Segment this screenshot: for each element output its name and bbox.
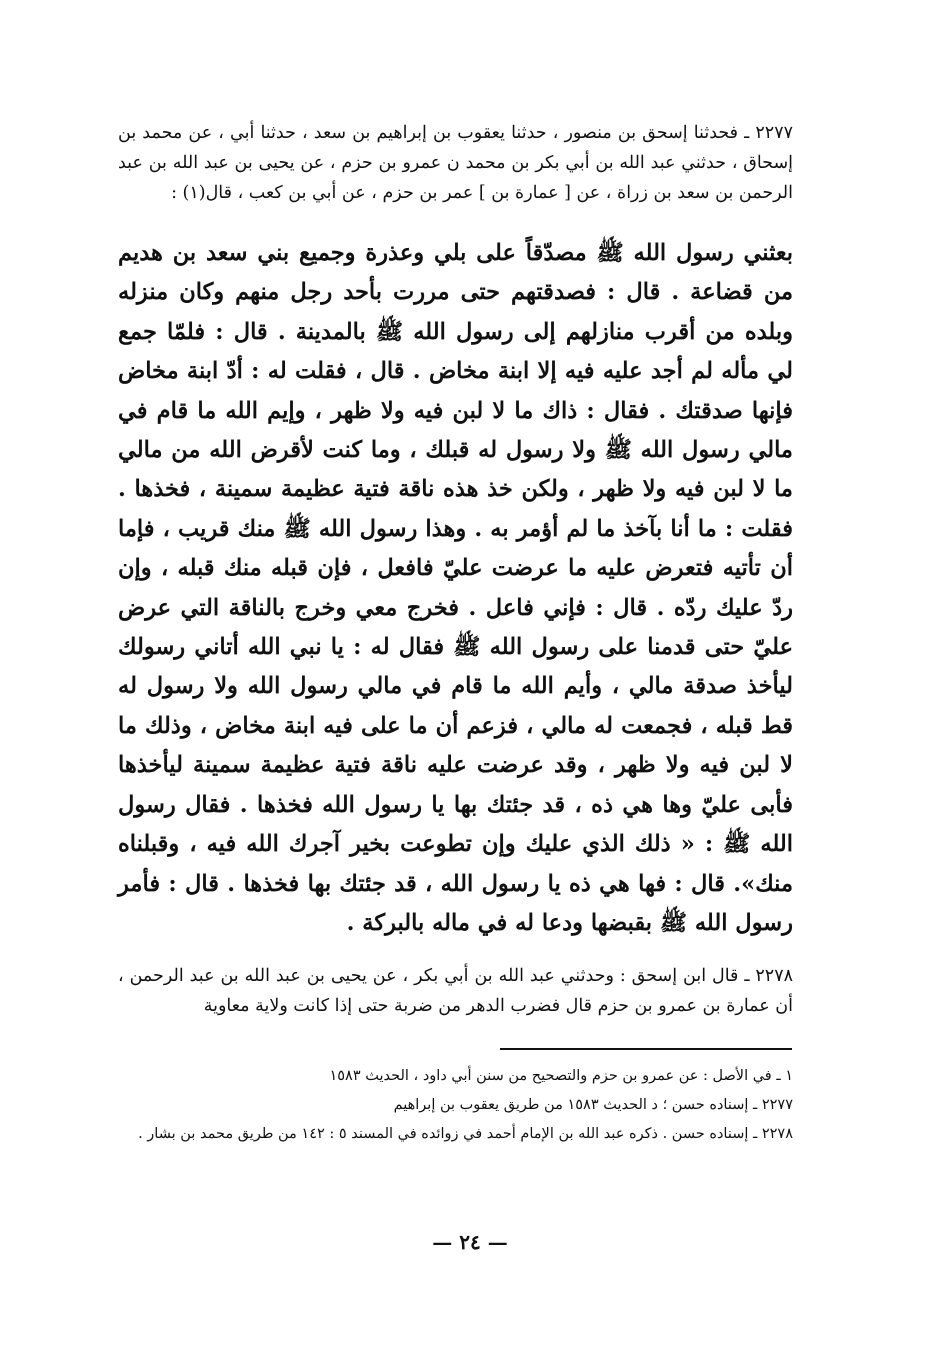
hadith-2277-text: بعثني رسول الله ﷺ مصدّقاً على بلي وعذرة وجميع بني سعد بن هديم من قضاعة . قال : فصدقتهم حتى مررت بأحد رجل منهم وكان منزله وبلده من أقرب منازلهم إلى رسول الله ﷺ بالمدينة . قال : فلمّا جمع لي مأله لم أجد عليه فيه إلا ابنة مخاض . قال ، فقلت له : أدّ ابنة مخاض فإنها صدقتك . فقال : ذاك ما لا لبن فيه ولا ظهر ، وإيم الله ما قام في مالي رسول الله ﷺ ولا رسول له قبلك ، وما كنت لأقرض الله من مالي ما لا لبن فيه ولا ظهر ، ولكن خذ هذه ناقة فتية عظيمة سمينة ، فخذها . فقلت : ما أنا بآخذ ما لم أؤمر به . وهذا رسول الله ﷺ منك قريب ، فإما أن تأتيه فتعرض عليه ما عرضت عليّ فافعل ، فإن قبله منك قبله ، وإن ردّ عليك ردّه . قال : فإني فاعل . فخرج معي وخرج بالناقة التي عرض عليّ حتى قدمنا على رسول الله ﷺ فقال له : يا نبي الله أتاني رسولك ليأخذ صدقة مالي ، وأيم الله ما قام في مالي رسول الله ولا رسول له قط قبله ، فجمعت له مالي ، فزعم أن ما على فيه ابنة مخاض ، وذلك ما لا لبن فيه ولا ظهر ، وقد عرضت عليه ناقة فتية عظيمة سمينة ليأخذها فأبى عليّ وها هي ذه ، قد جئتك بها يا رسول الله فخذها . فقال رسول الله ﷺ : « ذلك الذي عليك وإن تطوعت بخير آجرك الله فيه ، وقبلناه منك». قال : فها هي ذه يا رسول الله ، قد جئتك بها فخذها . قال : فأمر رسول الله ﷺ بقبضها ودعا له في ماله بالبركة .	[118, 240, 793, 936]
hadith-2278-isnad: ٢٢٧٨ ـ قال ابن إسحق : وحدثني عبد الله بن أبي بكر ، عن يحيى بن عبد الله بن عبد الرحمن ، أن عمارة بن عمرو بن حزم قال فضرب الدهر من ضربة حتى إذا كانت ولاية معاوية	[118, 966, 793, 1017]
footnotes	[118, 1062, 793, 1149]
page-content	[118, 118, 793, 1021]
footnote-divider	[500, 1048, 792, 1050]
footnote-2277: ٢٢٧٧ ـ إسناده حسن ؛ د الحديث ١٥٨٣ من طريق يعقوب بن إبراهيم	[393, 1097, 793, 1113]
footnote-1: ١ ـ في الأصل : عن عمرو بن حزم والتصحيح من سنن أبي داود ، الحديث ١٥٨٣	[329, 1068, 793, 1084]
page-number: — ٢٤ —	[432, 1230, 508, 1254]
hadith-2277-isnad: ٢٢٧٧ ـ فحدثنا إسحق بن منصور ، حدثنا يعقوب بن إبراهيم بن سعد ، حدثنا أبي ، عن محمد بن إسحاق ، حدثني عبد الله بن أبي بكر بن محمد ن عمرو بن حزم ، عن يحيى بن عبد الله بن عبد الرحمن بن سعد بن زراة ، عن [ عمارة بن ] عمر بن حزم ، عن أبي بن كعب ، قال(١) :	[118, 123, 793, 203]
footnote-2278: ٢٢٧٨ ـ إسناده حسن . ذكره عبد الله بن الإمام أحمد في زوائده في المسند ٥ : ١٤٢ من طريق محمد بن بشار .	[138, 1126, 793, 1142]
